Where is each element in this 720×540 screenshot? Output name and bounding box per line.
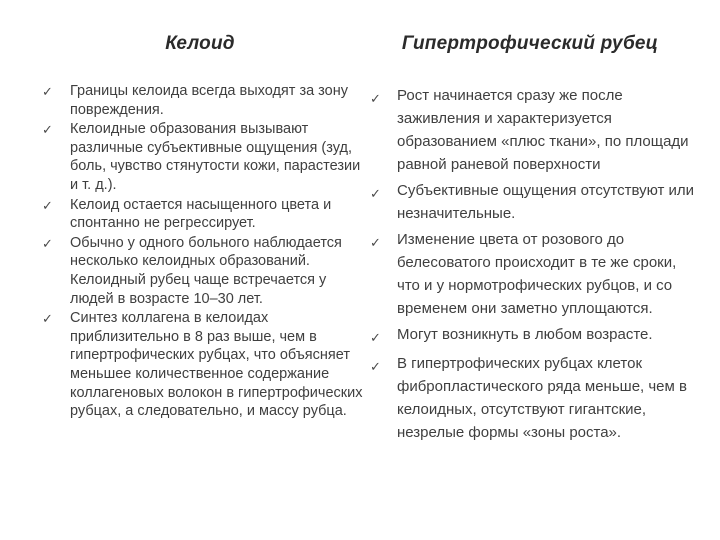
check-icon: ✓ [370,186,381,201]
bullet-text: Келоид остается насыщенного цвета и спонтанно не регрессирует. [70,196,332,232]
bullet-text: Обычно у одного больного наблюдается несколько келоидных образований. Келоидный рубец чаще встречается у людей в возрасте 10–30 лет. [70,234,342,307]
list-item [370,352,700,444]
check-icon: ✓ [42,197,53,213]
list-item [370,179,700,225]
list-item [42,309,366,421]
right-column-bullet-list [370,84,700,447]
bullet-text: Изменение цвета от розового до белесоватого происходит в те же сроки, что и у нормотрофических рубцов, и со временем они заметно уплощаются. [397,231,677,317]
check-icon: ✓ [370,359,381,374]
check-icon: ✓ [42,84,53,99]
check-icon: ✓ [370,91,381,106]
bullet-text: Могут возникнуть в любом возрасте. [397,326,653,343]
bullet-text: Синтез коллагена в келоидах приблизительно в 8 раз выше, чем в гипертрофических рубцах, что объясняет меньшее количественное содержание коллагеновых волокон в гипертрофических рубцах, а следовательно, и массу рубца. [70,310,363,420]
check-icon: ✓ [42,122,53,138]
bullet-text: Субъективные ощущения отсутствуют или незначительные. [397,182,695,222]
bullet-text: Рост начинается сразу же после заживления и характеризуется образованием «плюс ткани», по площади равной раневой поверхности [397,87,689,173]
bullet-text: Границы келоида всегда выходят за зону повреждения. [70,83,348,118]
check-icon: ✓ [42,235,53,251]
list-item [42,196,366,233]
left-column-title: Келоид [165,33,235,54]
check-icon: ✓ [370,235,381,250]
bullet-text: Келоидные образования вызывают различные субъективные ощущения (зуд, боль, чувство стянутости кожи, парастезии и т. д.). [70,121,361,193]
bullet-text: В гипертрофических рубцах клеток фибропластического ряда меньше, чем в келоидных, отсутствуют гигантские, незрелые формы «зоны роста». [397,355,687,441]
right-column-title: Гипертрофический рубец [401,33,659,54]
list-item [42,82,366,119]
list-item [42,120,366,194]
list-item [370,323,700,349]
list-item [370,84,700,176]
check-icon: ✓ [42,311,53,327]
check-icon: ✓ [370,330,381,345]
left-column-bullet-list [42,82,366,422]
list-item [370,228,700,320]
list-item [42,234,366,308]
